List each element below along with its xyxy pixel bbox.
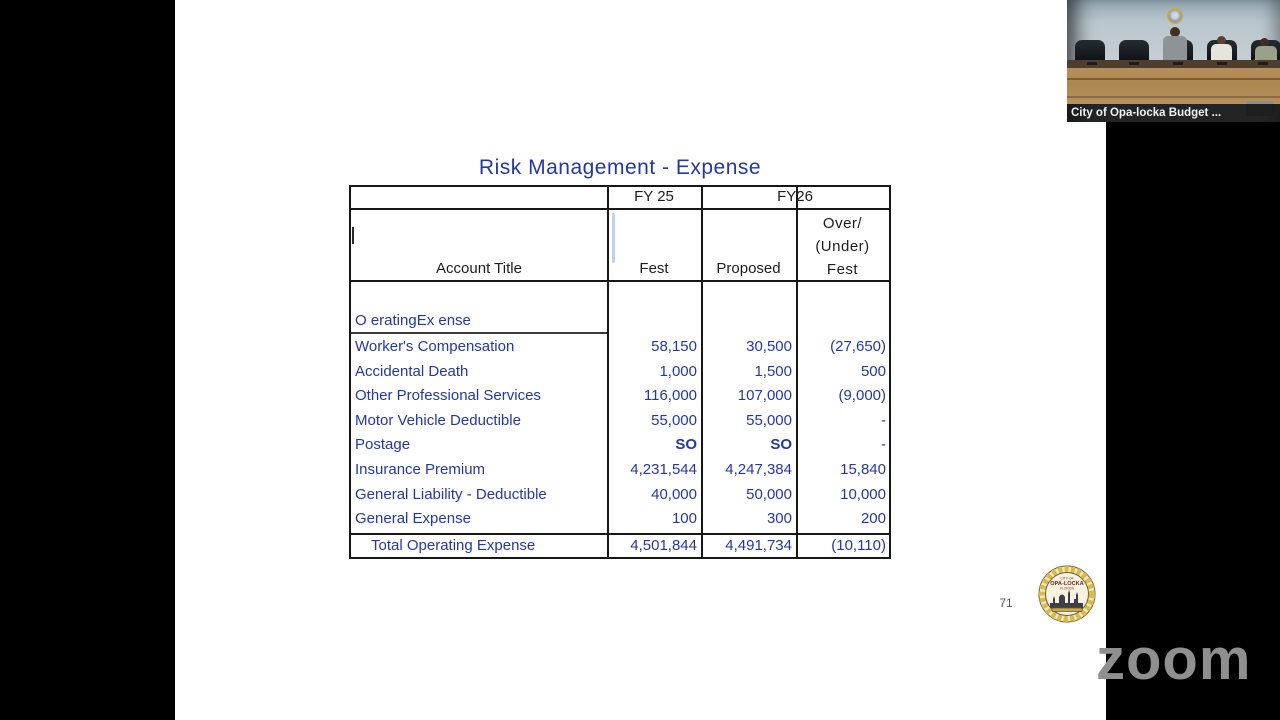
fy26-proposed-value: 1,500: [754, 362, 792, 380]
total-row: [351, 533, 889, 557]
row-label: Insurance Premium: [355, 460, 486, 478]
microphone: [1217, 62, 1227, 65]
row-label: Other Professional Services: [355, 387, 541, 405]
chair: [1075, 40, 1105, 62]
fy25-fest-value: 55,000: [651, 411, 697, 429]
row-label: General Expense: [355, 510, 471, 528]
total-over-under-value: (10,110): [831, 537, 886, 554]
row-label: Postage: [355, 436, 411, 454]
chair: [1119, 40, 1149, 62]
over-under-value: 10,000: [840, 485, 886, 503]
cursor-smudge-artifact: [612, 213, 615, 263]
section-header-operating-expense: O eratingEx ense: [351, 311, 607, 334]
table-body: [351, 335, 889, 532]
fy26-proposed-value: 55,000: [746, 411, 792, 429]
person-center-body: [1163, 36, 1187, 62]
table-row: [351, 409, 889, 434]
seal-text-opa-locka: OPA-LOCKA: [1050, 581, 1084, 587]
seal-text-florida: FLORIDA: [1060, 586, 1074, 591]
microphone: [1258, 62, 1268, 65]
row-label: General Liability - Deductible: [355, 485, 547, 503]
over-under-value: (27,650): [830, 338, 886, 355]
fy26-proposed-value: 107,000: [737, 387, 792, 405]
text-cursor-artifact: [352, 227, 354, 244]
over-under-line1: Over/: [822, 215, 863, 232]
seal-banner: [1052, 608, 1082, 612]
row-label: Worker's Compensation: [355, 338, 515, 355]
row-label: Accidental Death: [355, 362, 469, 380]
over-under-line3: Fest: [826, 261, 859, 278]
col-header-fest: Fest: [639, 260, 669, 277]
fy25-fest-value: 40,000: [651, 485, 697, 503]
fy25-fest-value: 58,150: [651, 338, 697, 355]
over-under-value: -: [881, 436, 886, 454]
fy25-fest-value: 4,231,544: [630, 460, 697, 478]
over-under-value: (9,000): [838, 387, 886, 405]
wall-seal-icon: [1167, 8, 1183, 24]
opa-locka-seal-icon: [1038, 565, 1096, 623]
total-fy25-fest-value: 4,501,844: [630, 537, 697, 554]
table-row: [351, 483, 889, 508]
col-header-over-under: [796, 212, 889, 281]
presentation-slide: [175, 0, 1106, 720]
fy26-proposed-value: 30,500: [746, 338, 792, 355]
col-header-account-title: Account Title: [436, 260, 522, 277]
fy25-fest-value: 100: [671, 510, 697, 528]
desk-seam: [1067, 96, 1280, 98]
over-under-line2: (Under): [815, 238, 870, 255]
table-row: [351, 458, 889, 483]
total-fy26-proposed-value: 4,491,734: [725, 537, 792, 554]
col-header-proposed: Proposed: [716, 260, 781, 277]
row-label: Motor Vehicle Deductible: [355, 411, 521, 429]
over-under-value: -: [881, 411, 886, 429]
page-number: 71: [999, 596, 1013, 610]
microphone: [1087, 62, 1097, 65]
video-caption: City of Opa-locka Budget ...: [1067, 104, 1280, 122]
table-row: [351, 335, 889, 360]
total-row-label: Total Operating Expense: [371, 537, 536, 554]
col-header-fy25: FY 25: [634, 188, 674, 205]
desk-seam: [1067, 78, 1280, 80]
table-row: [351, 384, 889, 409]
slide-title: Risk Management - Expense: [478, 156, 762, 179]
table-row: [351, 433, 889, 458]
col-header-fy26: FY26: [777, 188, 813, 205]
table-row: [351, 360, 889, 385]
fy26-proposed-value: 4,247,384: [725, 460, 792, 478]
seal-text-city-of: CITY OF: [1060, 576, 1074, 581]
table-row: [351, 507, 889, 532]
zoom-watermark: zoom: [1096, 627, 1252, 692]
over-under-value: 500: [860, 362, 886, 380]
fy26-proposed-value: SO: [770, 436, 792, 454]
fy25-fest-value: 1,000: [659, 362, 697, 380]
meeting-video-thumbnail[interactable]: [1067, 0, 1280, 122]
dais-desk-front: [1067, 68, 1280, 104]
microphone: [1173, 62, 1183, 65]
over-under-value: 15,840: [840, 460, 886, 478]
over-under-value: 200: [860, 510, 886, 528]
fy26-proposed-value: 50,000: [746, 485, 792, 503]
expense-table: [349, 185, 891, 559]
microphone: [1129, 62, 1139, 65]
fy25-fest-value: 116,000: [643, 387, 697, 405]
fy25-fest-value: SO: [675, 436, 697, 454]
fy26-proposed-value: 300: [766, 510, 792, 528]
